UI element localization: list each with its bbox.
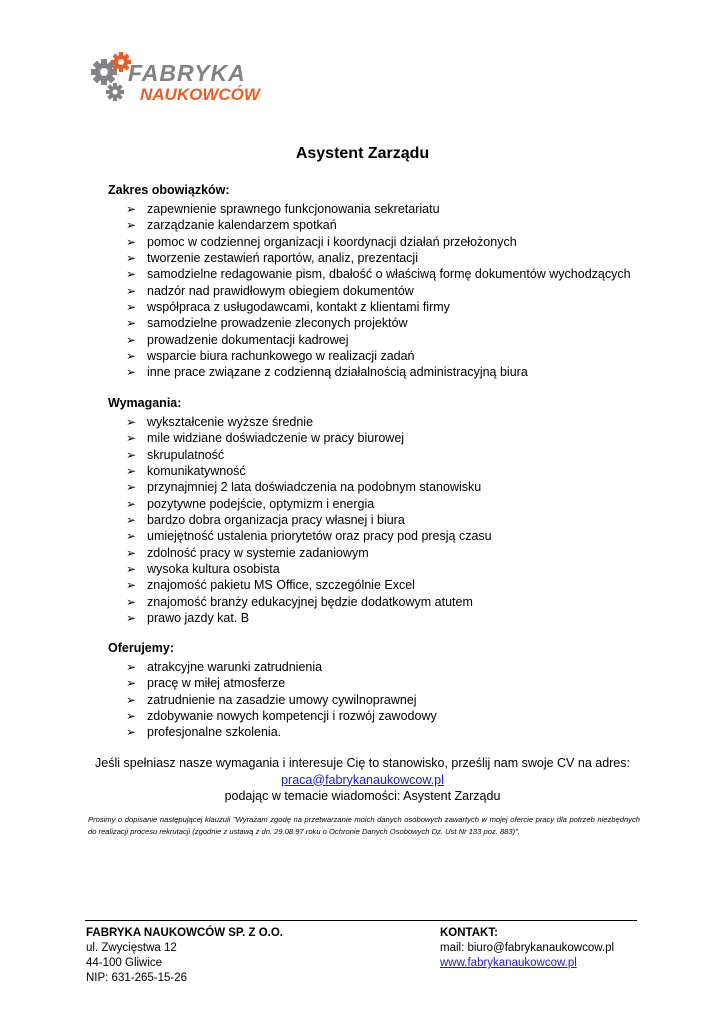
arrow-bullet-icon: ➢: [126, 365, 137, 380]
list-item: [108, 447, 668, 463]
application-info: [0, 755, 725, 805]
list-item-text: przynajmniej 2 lata doświadczenia na podobnym stanowisku: [147, 480, 482, 495]
list-item: [108, 496, 668, 512]
list-item-text: pozytywne podejście, optymizm i energia: [147, 496, 375, 511]
list-item: [108, 201, 668, 217]
arrow-bullet-icon: ➢: [126, 431, 137, 446]
requirements-list: [108, 414, 668, 626]
list-item: [108, 430, 668, 446]
company-street: ul. Zwycięstwa 12: [86, 942, 177, 954]
footer-divider: [85, 920, 637, 921]
arrow-bullet-icon: ➢: [126, 676, 137, 691]
list-item: [108, 512, 668, 528]
list-item-text: pomoc w codziennej organizacji i koordynacji działań przełożonych: [147, 234, 517, 249]
list-item-text: zarządzanie kalendarzem spotkań: [147, 218, 337, 233]
arrow-bullet-icon: ➢: [126, 447, 137, 462]
arrow-bullet-icon: ➢: [126, 464, 137, 479]
contact-heading: KONTAKT:: [440, 927, 498, 939]
apply-email-link[interactable]: praca@fabrykanaukowcow.pl: [281, 772, 444, 787]
list-item: [108, 692, 668, 708]
list-item: [108, 283, 668, 299]
list-item-text: znajomość pakietu MS Office, szczególnie Excel: [147, 578, 415, 593]
list-item: [108, 561, 668, 577]
responsibilities-list: [108, 201, 668, 381]
arrow-bullet-icon: ➢: [126, 529, 137, 544]
arrow-bullet-icon: ➢: [126, 251, 137, 266]
arrow-bullet-icon: ➢: [126, 480, 137, 495]
list-item: [108, 724, 668, 740]
list-item: [108, 594, 668, 610]
company-logo: [88, 50, 283, 106]
list-item-text: znajomość branży edukacyjnej będzie dodatkowym atutem: [147, 594, 473, 609]
list-item-text: profesjonalne szkolenia.: [147, 725, 282, 740]
apply-subject-text: podając w temacie wiadomości: Asystent Zarządu: [224, 789, 501, 803]
arrow-bullet-icon: ➢: [126, 594, 137, 609]
company-city: 44-100 Gliwice: [86, 957, 163, 969]
arrow-bullet-icon: ➢: [126, 725, 137, 740]
list-item: [108, 610, 668, 626]
arrow-bullet-icon: ➢: [126, 496, 137, 511]
list-item: [108, 348, 668, 364]
list-item: [108, 545, 668, 561]
responsibilities-section: [108, 182, 668, 381]
requirements-heading: Wymagania:: [108, 396, 182, 410]
arrow-bullet-icon: ➢: [126, 611, 137, 626]
list-item: [108, 708, 668, 724]
list-item: [108, 332, 668, 348]
arrow-bullet-icon: ➢: [126, 316, 137, 331]
list-item: [108, 414, 668, 430]
arrow-bullet-icon: ➢: [126, 267, 137, 282]
arrow-bullet-icon: ➢: [126, 660, 137, 674]
gears-logo-icon: [88, 50, 283, 106]
list-item-text: inne prace związane z codzienną działalnością administracyjną biura: [147, 365, 528, 380]
list-item: [108, 364, 668, 380]
arrow-bullet-icon: ➢: [126, 202, 137, 216]
list-item: [108, 463, 668, 479]
list-item: [108, 675, 668, 691]
list-item-text: prawo jazdy kat. B: [147, 611, 250, 626]
list-item-text: mile widziane doświadczenie w pracy biurowej: [147, 431, 405, 446]
list-item-text: nadzór nad prawidłowym obiegiem dokumentów: [147, 283, 414, 298]
list-item: [108, 250, 668, 266]
arrow-bullet-icon: ➢: [126, 349, 137, 364]
list-item-text: wysoka kultura osobista: [147, 562, 280, 577]
arrow-bullet-icon: ➢: [126, 218, 137, 233]
arrow-bullet-icon: ➢: [126, 283, 137, 298]
company-nip: NIP: 631-265-15-26: [86, 972, 188, 984]
list-item: [108, 479, 668, 495]
arrow-bullet-icon: ➢: [126, 234, 137, 249]
arrow-bullet-icon: ➢: [126, 709, 137, 724]
list-item-text: wykształcenie wyższe średnie: [147, 415, 314, 429]
gdpr-clause: Prosimy o dopisanie następującej klauzuli "Wyrażam zgodę na przetwarzanie moich danych osobowych zawartych w mojej ofercie pracy dla potrzeb niezbędnych do realizacji procesu rekrutacji (zgodnie z ustawą z dn. 29.08.97 roku o Ochronie Danych Osobowych Dz. Ust Nr 133 poz. 883)".: [88, 815, 640, 836]
arrow-bullet-icon: ➢: [126, 332, 137, 347]
list-item: [108, 217, 668, 233]
arrow-bullet-icon: ➢: [126, 300, 137, 315]
list-item: [108, 659, 668, 675]
requirements-section: [108, 395, 668, 626]
list-item: [108, 234, 668, 250]
list-item-text: zdolność pracy w systemie zadaniowym: [147, 545, 369, 560]
page-title: Asystent Zarządu: [295, 145, 430, 162]
list-item: [108, 528, 668, 544]
company-name: FABRYKA NAUKOWCÓW SP. Z O.O.: [86, 927, 283, 939]
list-item-text: tworzenie zestawień raportów, analiz, prezentacji: [147, 251, 418, 266]
list-item-text: atrakcyjne warunki zatrudnienia: [147, 660, 323, 674]
contact-mail: mail: biuro@fabrykanaukowcow.pl: [440, 942, 615, 954]
list-item-text: bardzo dobra organizacja pracy własnej i biura: [147, 513, 405, 528]
apply-text: Jeśli spełniasz nasze wymagania i interesuje Cię to stanowisko, prześlij nam swoje CV na adres:: [95, 756, 630, 770]
list-item: [108, 266, 668, 282]
arrow-bullet-icon: ➢: [126, 545, 137, 560]
arrow-bullet-icon: ➢: [126, 513, 137, 528]
list-item-text: prowadzenie dokumentacji kadrowej: [147, 332, 349, 347]
list-item: [108, 299, 668, 315]
list-item-text: umiejętność ustalenia priorytetów oraz pracy pod presją czasu: [147, 529, 492, 544]
arrow-bullet-icon: ➢: [126, 562, 137, 577]
logo-text-line2: NAUKOWCÓW: [140, 85, 260, 104]
list-item: [108, 315, 668, 331]
list-item-text: samodzielne redagowanie pism, dbałość o właściwą formę dokumentów wychodzących: [147, 267, 631, 282]
logo-text-line1: FABRYKA: [128, 60, 246, 86]
footer-company: [86, 926, 283, 986]
list-item-text: zdobywanie nowych kompetencji i rozwój zawodowy: [147, 709, 437, 724]
list-item: [108, 577, 668, 593]
arrow-bullet-icon: ➢: [126, 415, 137, 429]
list-item-text: skrupulatność: [147, 447, 225, 462]
list-item-text: zatrudnienie na zasadzie umowy cywilnoprawnej: [147, 692, 417, 707]
list-item-text: pracę w miłej atmosferze: [147, 676, 286, 691]
arrow-bullet-icon: ➢: [126, 692, 137, 707]
responsibilities-heading: Zakres obowiązków:: [108, 183, 230, 197]
list-item-text: zapewnienie sprawnego funkcjonowania sekretariatu: [147, 202, 440, 216]
offer-list: [108, 659, 668, 741]
list-item-text: samodzielne prowadzenie zleconych projektów: [147, 316, 408, 331]
offer-heading: Oferujemy:: [108, 641, 174, 655]
list-item-text: współpraca z usługodawcami, kontakt z klientami firmy: [147, 300, 450, 315]
offer-section: [108, 640, 668, 741]
website-link[interactable]: www.fabrykanaukowcow.pl: [440, 957, 577, 969]
arrow-bullet-icon: ➢: [126, 578, 137, 593]
list-item-text: wsparcie biura rachunkowego w realizacji zadań: [147, 349, 415, 364]
list-item-text: komunikatywność: [147, 464, 246, 479]
footer-contact: [440, 926, 614, 971]
